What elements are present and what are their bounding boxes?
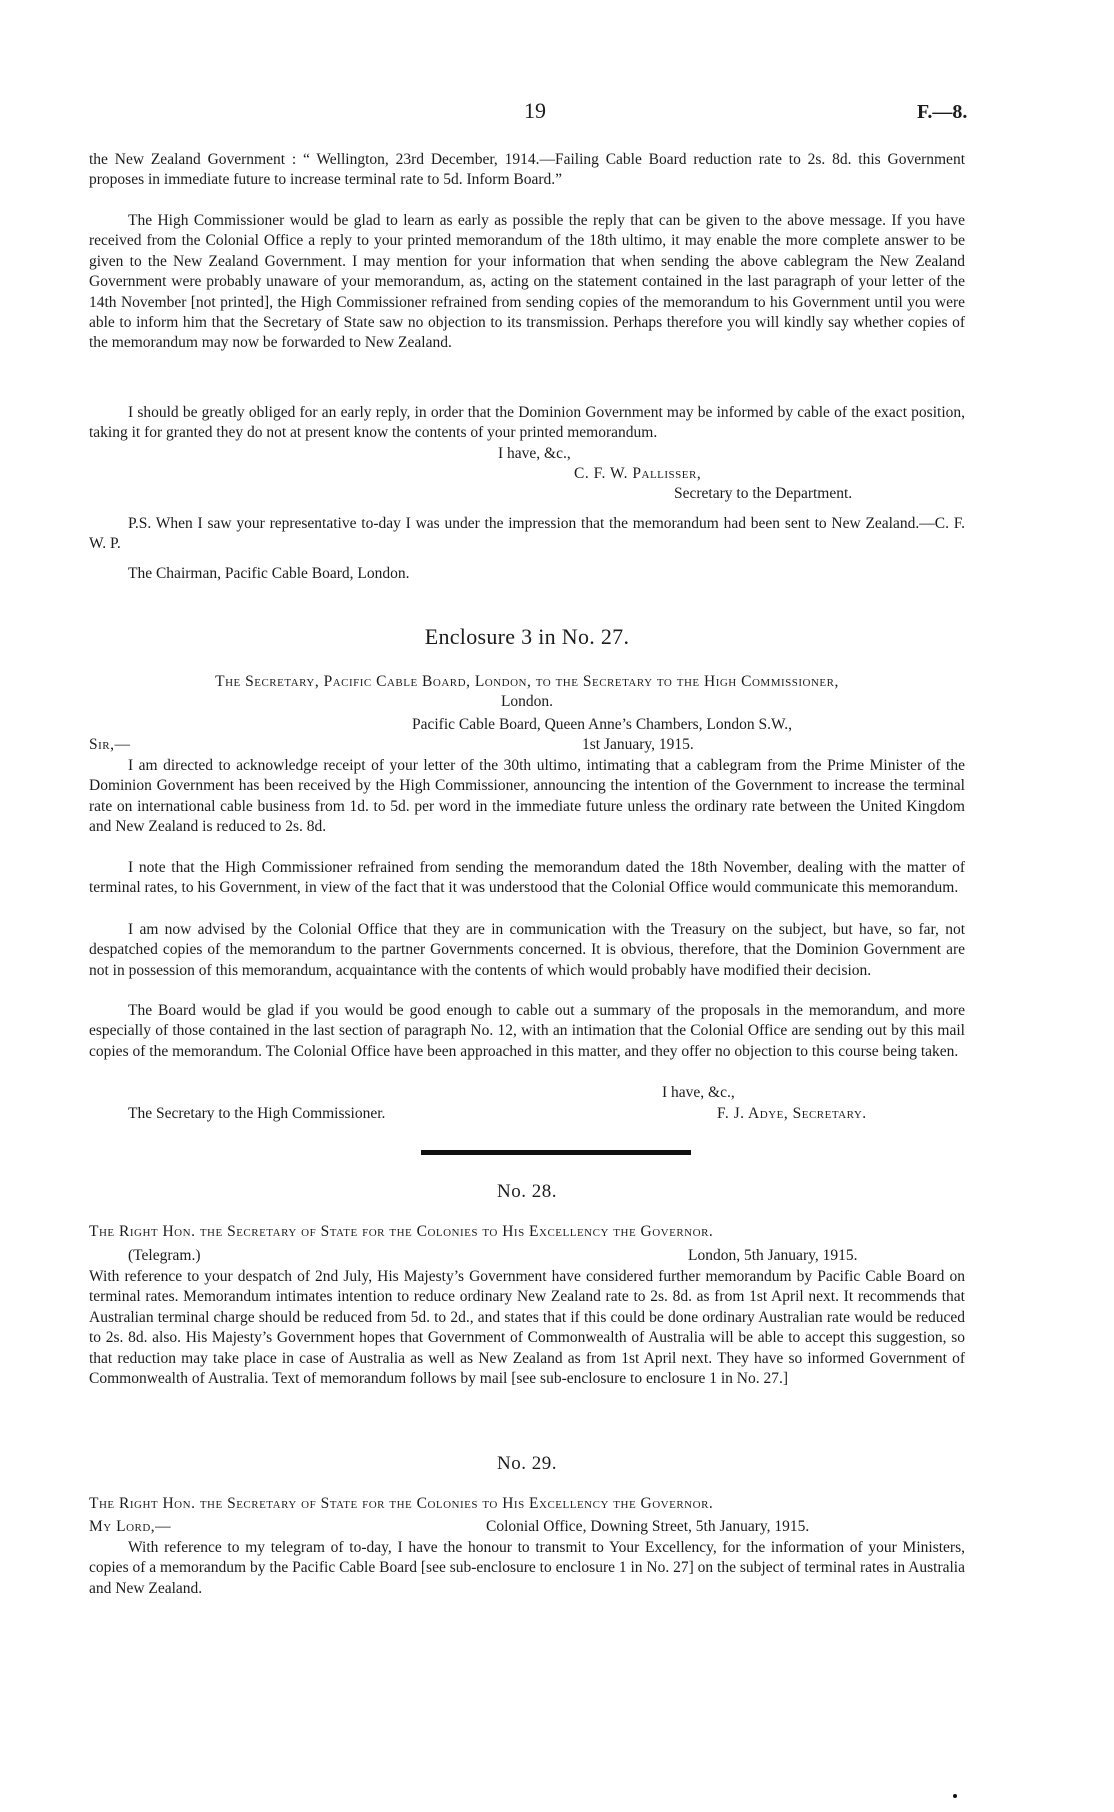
no29-place-date: Colonial Office, Downing Street, 5th January, 1915. — [486, 1518, 810, 1535]
enclosure-addressee: The Secretary to the High Commissioner. — [128, 1105, 386, 1122]
enclosure-paragraph-2: I note that the High Commissioner refrained from sending the memorandum dated the 18th November, dealing with the matter of terminal rates, to his Government, in view of the fact that it was understood that the Colonial Office would communicate this memorandum. — [89, 859, 965, 897]
enclosure-i-have: I have, &c., — [662, 1084, 735, 1101]
enclosure-from-line: The Secretary, Pacific Cable Board, London, to the Secretary to the High Commissioner, — [215, 673, 839, 690]
letter-addressee: The Chairman, Pacific Cable Board, London. — [128, 565, 410, 582]
enclosure-salutation: Sir,— — [89, 736, 131, 753]
document-code: F.—8. — [917, 101, 968, 123]
high-commissioner-paragraph: The High Commissioner would be glad to learn as early as possible the reply that can be given to the above message. If you have received from the Colonial Office a reply to your printed memorandum of the 18th ultimo, it may enable the more complete answer to be given to the New Zealand Government. I may mention for your information that when sending the above cablegram the New Zealand Government were probably unaware of your memorandum, as, acting on the statement contained in the last paragraph of your letter of the 14th November [not printed], the High Commissioner refrained from sending copies of the memorandum to his Government until you were able to inform him that the Secretary of State saw no objection to its transmission. Perhaps therefore you will kindly say whether copies of the memorandum may now be forwarded to New Zealand. — [89, 212, 965, 352]
page-number: 19 — [524, 98, 546, 123]
no28-telegram-label: (Telegram.) — [128, 1247, 201, 1264]
enclosure-date: 1st January, 1915. — [582, 736, 694, 753]
no28-telegram-body: With reference to your despatch of 2nd July, His Majesty’s Government have considered further memorandum by Pacific Cable Board on terminal rates. Memorandum intimates intention to reduce ordinary New Zealand rate to 2s. 8d. as from 1st April next. It recommends that Australian terminal charge should be reduced from 5d. to 2d., and states that if this could be done ordinary Australian rate would be reduced to 2s. 8d. also. His Majesty’s Government hopes that Government of Commonwealth of Australia will be able to accept this suggestion, so that reduction may take place in case of Australia as well as New Zealand as from 1st April next. They have so informed Government of Commonwealth of Australia. Text of memorandum follows by mail [see sub-enclosure to enclosure 1 in No. 27.] — [89, 1268, 965, 1388]
no28-place-date: London, 5th January, 1915. — [688, 1247, 858, 1264]
enclosure-signature: F. J. Adye, Secretary. — [717, 1105, 867, 1122]
continuation-paragraph: the New Zealand Government : “ Wellington, 23rd December, 1914.—Failing Cable Board reduction rate to 2s. 8d. this Government proposes in immediate future to increase terminal rate to 5d. Inform Board.” — [89, 151, 965, 189]
print-speck — [953, 1794, 957, 1798]
section-divider-rule — [421, 1150, 691, 1155]
enclosure-heading: Enclosure 3 in No. 27. — [424, 624, 630, 649]
enclosure-address: Pacific Cable Board, Queen Anne’s Chambers, London S.W., — [412, 716, 792, 733]
request-paragraph: I should be greatly obliged for an early reply, in order that the Dominion Government may be informed by cable of the exact position, taking it for granted they do not at present know the contents of your printed memorandum. — [89, 404, 965, 442]
signer-title: Secretary to the Department. — [674, 485, 853, 502]
no28-heading: No. 28. — [497, 1181, 557, 1202]
enclosure-paragraph-1: I am directed to acknowledge receipt of your letter of the 30th ultimo, intimating that a cablegram from the Prime Minister of the Dominion Government has been received by the High Commissioner, announcing the intention of the Government to increase the terminal rate on international cable business from 1d. to 5d. per word in the immediate future unless the ordinary rate between the United Kingdom and New Zealand is reduced to 2s. 8d. — [89, 757, 965, 836]
postscript: P.S. When I saw your representative to-day I was under the impression that the memorandum had been sent to New Zealand.—C. F. W. P. — [89, 515, 965, 553]
no29-salutation: My Lord,— — [89, 1518, 172, 1535]
no28-from-line: The Right Hon. the Secretary of State for the Colonies to His Excellency the Governor. — [89, 1223, 714, 1240]
no29-from-line: The Right Hon. the Secretary of State for the Colonies to His Excellency the Governor. — [89, 1495, 714, 1512]
enclosure-from-line-city: London. — [500, 693, 554, 710]
enclosure-paragraph-4: The Board would be glad if you would be good enough to cable out a summary of the proposals in the memorandum, and more especially of those contained in the last section of paragraph No. 12, with an intimation that the Colonial Office are sending out by this mail copies of the memorandum. The Colonial Office have been approached in this matter, and they offer no objection to this course being taken. — [89, 1002, 965, 1060]
enclosure-paragraph-3: I am now advised by the Colonial Office that they are in communication with the Treasury on the subject, but have, so far, not despatched copies of the memorandum to the partner Governments concerned. It is obvious, therefore, that the Dominion Government are not in possession of this memorandum, acquaintance with the contents of which would probably have modified their decision. — [89, 921, 965, 979]
closing-i-have: I have, &c., — [498, 445, 571, 462]
no29-body: With reference to my telegram of to-day, I have the honour to transmit to Your Excellency, for the information of your Ministers, copies of a memorandum by the Pacific Cable Board [see sub-enclosure to enclosure 1 in No. 27] on the subject of terminal rates in Australia and New Zealand. — [89, 1539, 965, 1597]
no29-heading: No. 29. — [497, 1453, 557, 1474]
signature-pallisser: C. F. W. Pallisser, — [574, 465, 702, 482]
